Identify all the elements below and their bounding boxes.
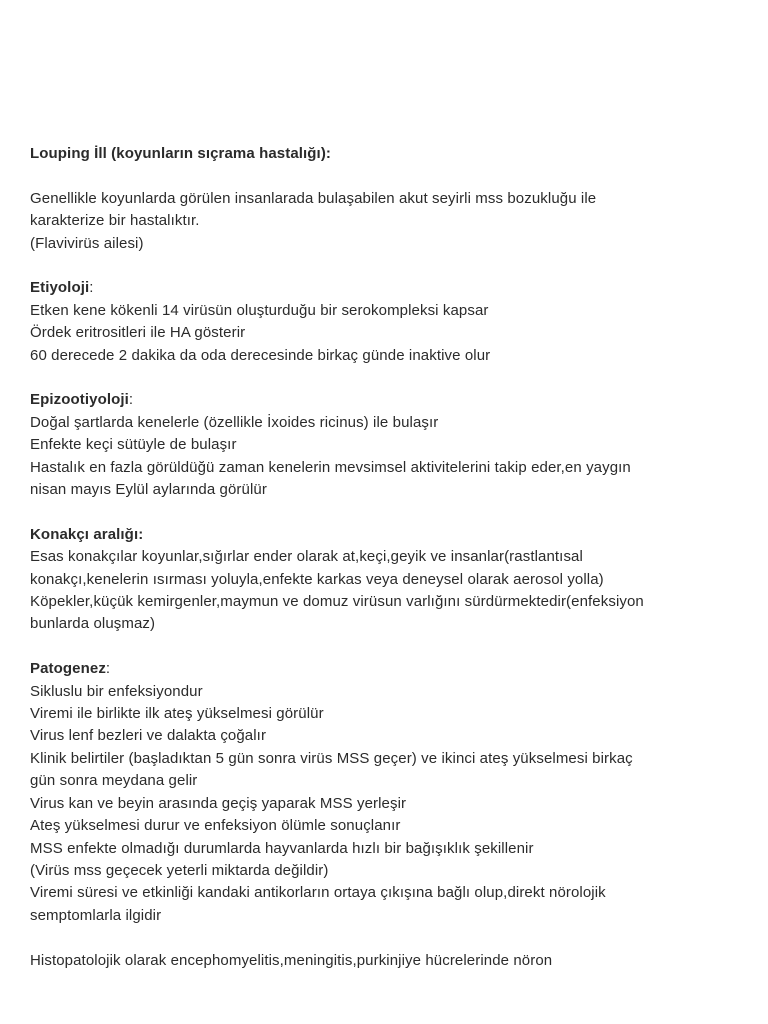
- patogenez-heading-row: [30, 658, 730, 680]
- etiyoloji-line: Ördek eritrositleri ile HA gösterir: [30, 324, 246, 342]
- patogenez-line: Sikluslu bir enfeksiyondur: [30, 682, 203, 700]
- patogenez-line: Ateş yükselmesi durur ve enfeksiyon ölümle sonuçlanır: [30, 817, 401, 835]
- epizootiyoloji-heading: Epizootiyoloji: [30, 391, 129, 409]
- heading-colon: :: [128, 391, 134, 409]
- patogenez-line: MSS enfekte olmadığı durumlarda hayvanlarda hızlı bir bağışıklık şekillenir: [30, 839, 534, 857]
- etiyoloji-line: Etken kene kökenli 14 virüsün oluşturduğu bir serokompleksi kapsar: [30, 301, 489, 319]
- intro-line: (Flavivirüs ailesi): [30, 234, 144, 252]
- patogenez-line: gün sonra meydana gelir: [30, 772, 198, 790]
- patogenez-heading: Patogenez: [30, 660, 106, 678]
- etiyoloji-line: 60 derecede 2 dakika da oda derecesinde birkaç günde inaktive olur: [30, 346, 491, 364]
- heading-colon: :: [105, 660, 111, 678]
- spacer: [30, 367, 730, 389]
- etiyoloji-heading: Etiyoloji: [30, 279, 90, 297]
- patogenez-line: (Virüs mss geçecek yeterli miktarda değildir): [30, 861, 329, 879]
- spacer: [30, 255, 730, 277]
- spacer: [30, 636, 730, 658]
- patogenez-line: Virus lenf bezleri ve dalakta çoğalır: [30, 727, 267, 745]
- heading-colon: :: [89, 279, 94, 297]
- epizootiyoloji-line: Hastalık en fazla görüldüğü zaman kenelerin mevsimsel aktivitelerini takip eder,en yaygın: [30, 458, 631, 476]
- intro-line: karakterize bir hastalıktır.: [30, 212, 200, 230]
- patogenez-line: Klinik belirtiler (başladıktan 5 gün sonra virüs MSS geçer) ve ikinci ateş yükselmesi birkaç: [30, 749, 633, 767]
- patogenez-line: Viremi ile birlikte ilk ateş yükselmesi görülür: [30, 705, 324, 723]
- epizootiyoloji-line: nisan mayıs Eylül aylarında görülür: [30, 481, 267, 499]
- patogenez-line: Virus kan ve beyin arasında geçiş yaparak MSS yerleşir: [30, 794, 407, 812]
- epizootiyoloji-line: Doğal şartlarda kenelerle (özellikle İxoides ricinus) ile bulaşır: [30, 413, 439, 431]
- histopatoloji-line: Histopatolojik olarak encephomyelitis,meningitis,purkinjiye hücrelerinde nöron: [30, 951, 553, 969]
- konakci-line: Köpekler,küçük kemirgenler,maymun ve domuz virüsun varlığını sürdürmektedir(enfeksiyon: [30, 593, 644, 611]
- patogenez-line: Viremi süresi ve etkinliği kandaki antikorların ortaya çıkışına bağlı olup,direkt nörolojik: [30, 884, 606, 902]
- spacer: [30, 927, 730, 949]
- document-title: Louping İll (koyunların sıçrama hastalığı):: [30, 145, 332, 162]
- epizootiyoloji-line: Enfekte keçi sütüyle de bulaşır: [30, 436, 237, 454]
- konakci-heading: Konakçı aralığı:: [30, 525, 144, 543]
- konakci-line: konakçı,kenelerin ısırması yoluyla,enfekte karkas veya deneysel olarak aerosol yolla): [30, 570, 604, 588]
- epizootiyoloji-heading-row: [30, 389, 730, 411]
- intro-line: Genellikle koyunlarda görülen insanlarada bulaşabilen akut seyirli mss bozukluğu ile: [30, 189, 597, 207]
- document-body: [30, 143, 730, 972]
- patogenez-line: semptomlarla ilgidir: [30, 906, 162, 924]
- spacer: [30, 165, 730, 187]
- konakci-line: bunlarda oluşmaz): [30, 615, 156, 633]
- spacer: [30, 501, 730, 523]
- konakci-line: Esas konakçılar koyunlar,sığırlar ender olarak at,keçi,geyik ve insanlar(rastlantısal: [30, 548, 583, 566]
- etiyoloji-heading-row: [30, 277, 730, 299]
